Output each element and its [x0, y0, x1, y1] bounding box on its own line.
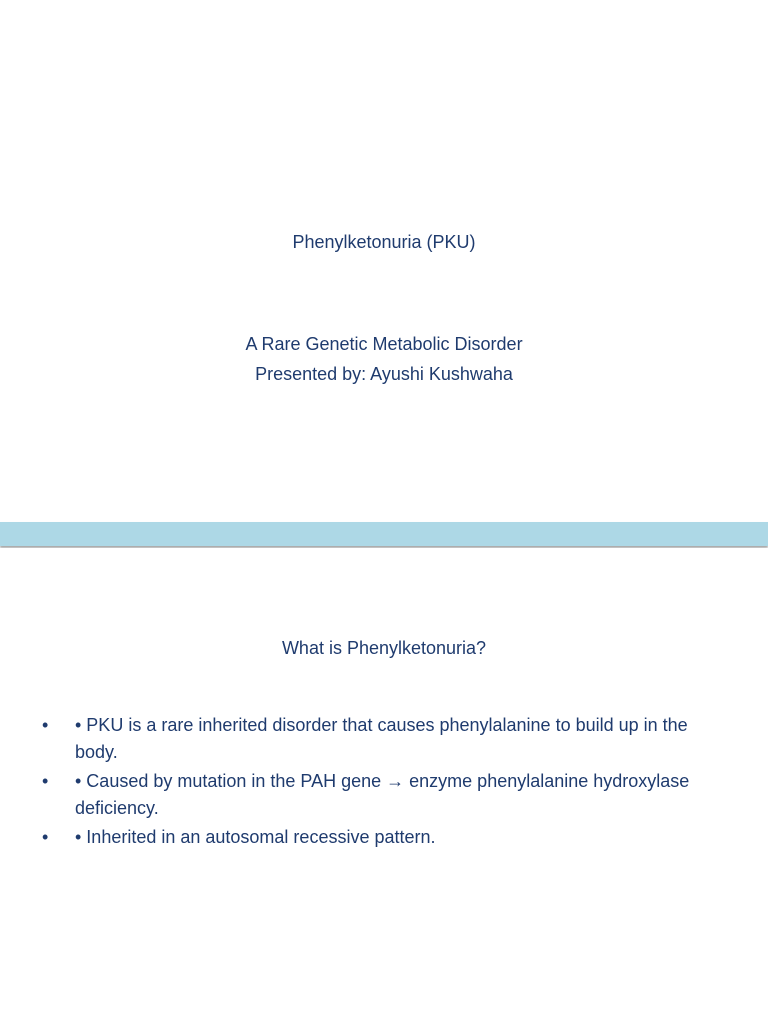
bullet-marker: •: [42, 715, 49, 735]
bullet-text: • Caused by mutation in the PAH gene → enzyme phenylalanine hydroxylase deficiency.: [75, 771, 690, 818]
slide-separator: [0, 522, 768, 546]
list-item: [40, 712, 730, 766]
bullet-marker: •: [42, 827, 49, 847]
slide-what-is-pku: [0, 548, 768, 1024]
slide-heading: What is Phenylketonuria?: [281, 638, 487, 658]
slide-title-text: Phenylketonuria (PKU): [292, 232, 476, 252]
slide-subtitle: A Rare Genetic Metabolic Disorder: [245, 334, 523, 354]
bullet-list: [40, 712, 730, 853]
bullet-text: • PKU is a rare inherited disorder that causes phenylalanine to build up in the body.: [75, 715, 688, 762]
bullet-text: • Inherited in an autosomal recessive pattern.: [75, 827, 436, 847]
bullet-marker: •: [42, 771, 49, 791]
list-item: [40, 768, 730, 822]
list-item: [40, 824, 730, 851]
slide-presenter: Presented by: Ayushi Kushwaha: [255, 364, 513, 384]
